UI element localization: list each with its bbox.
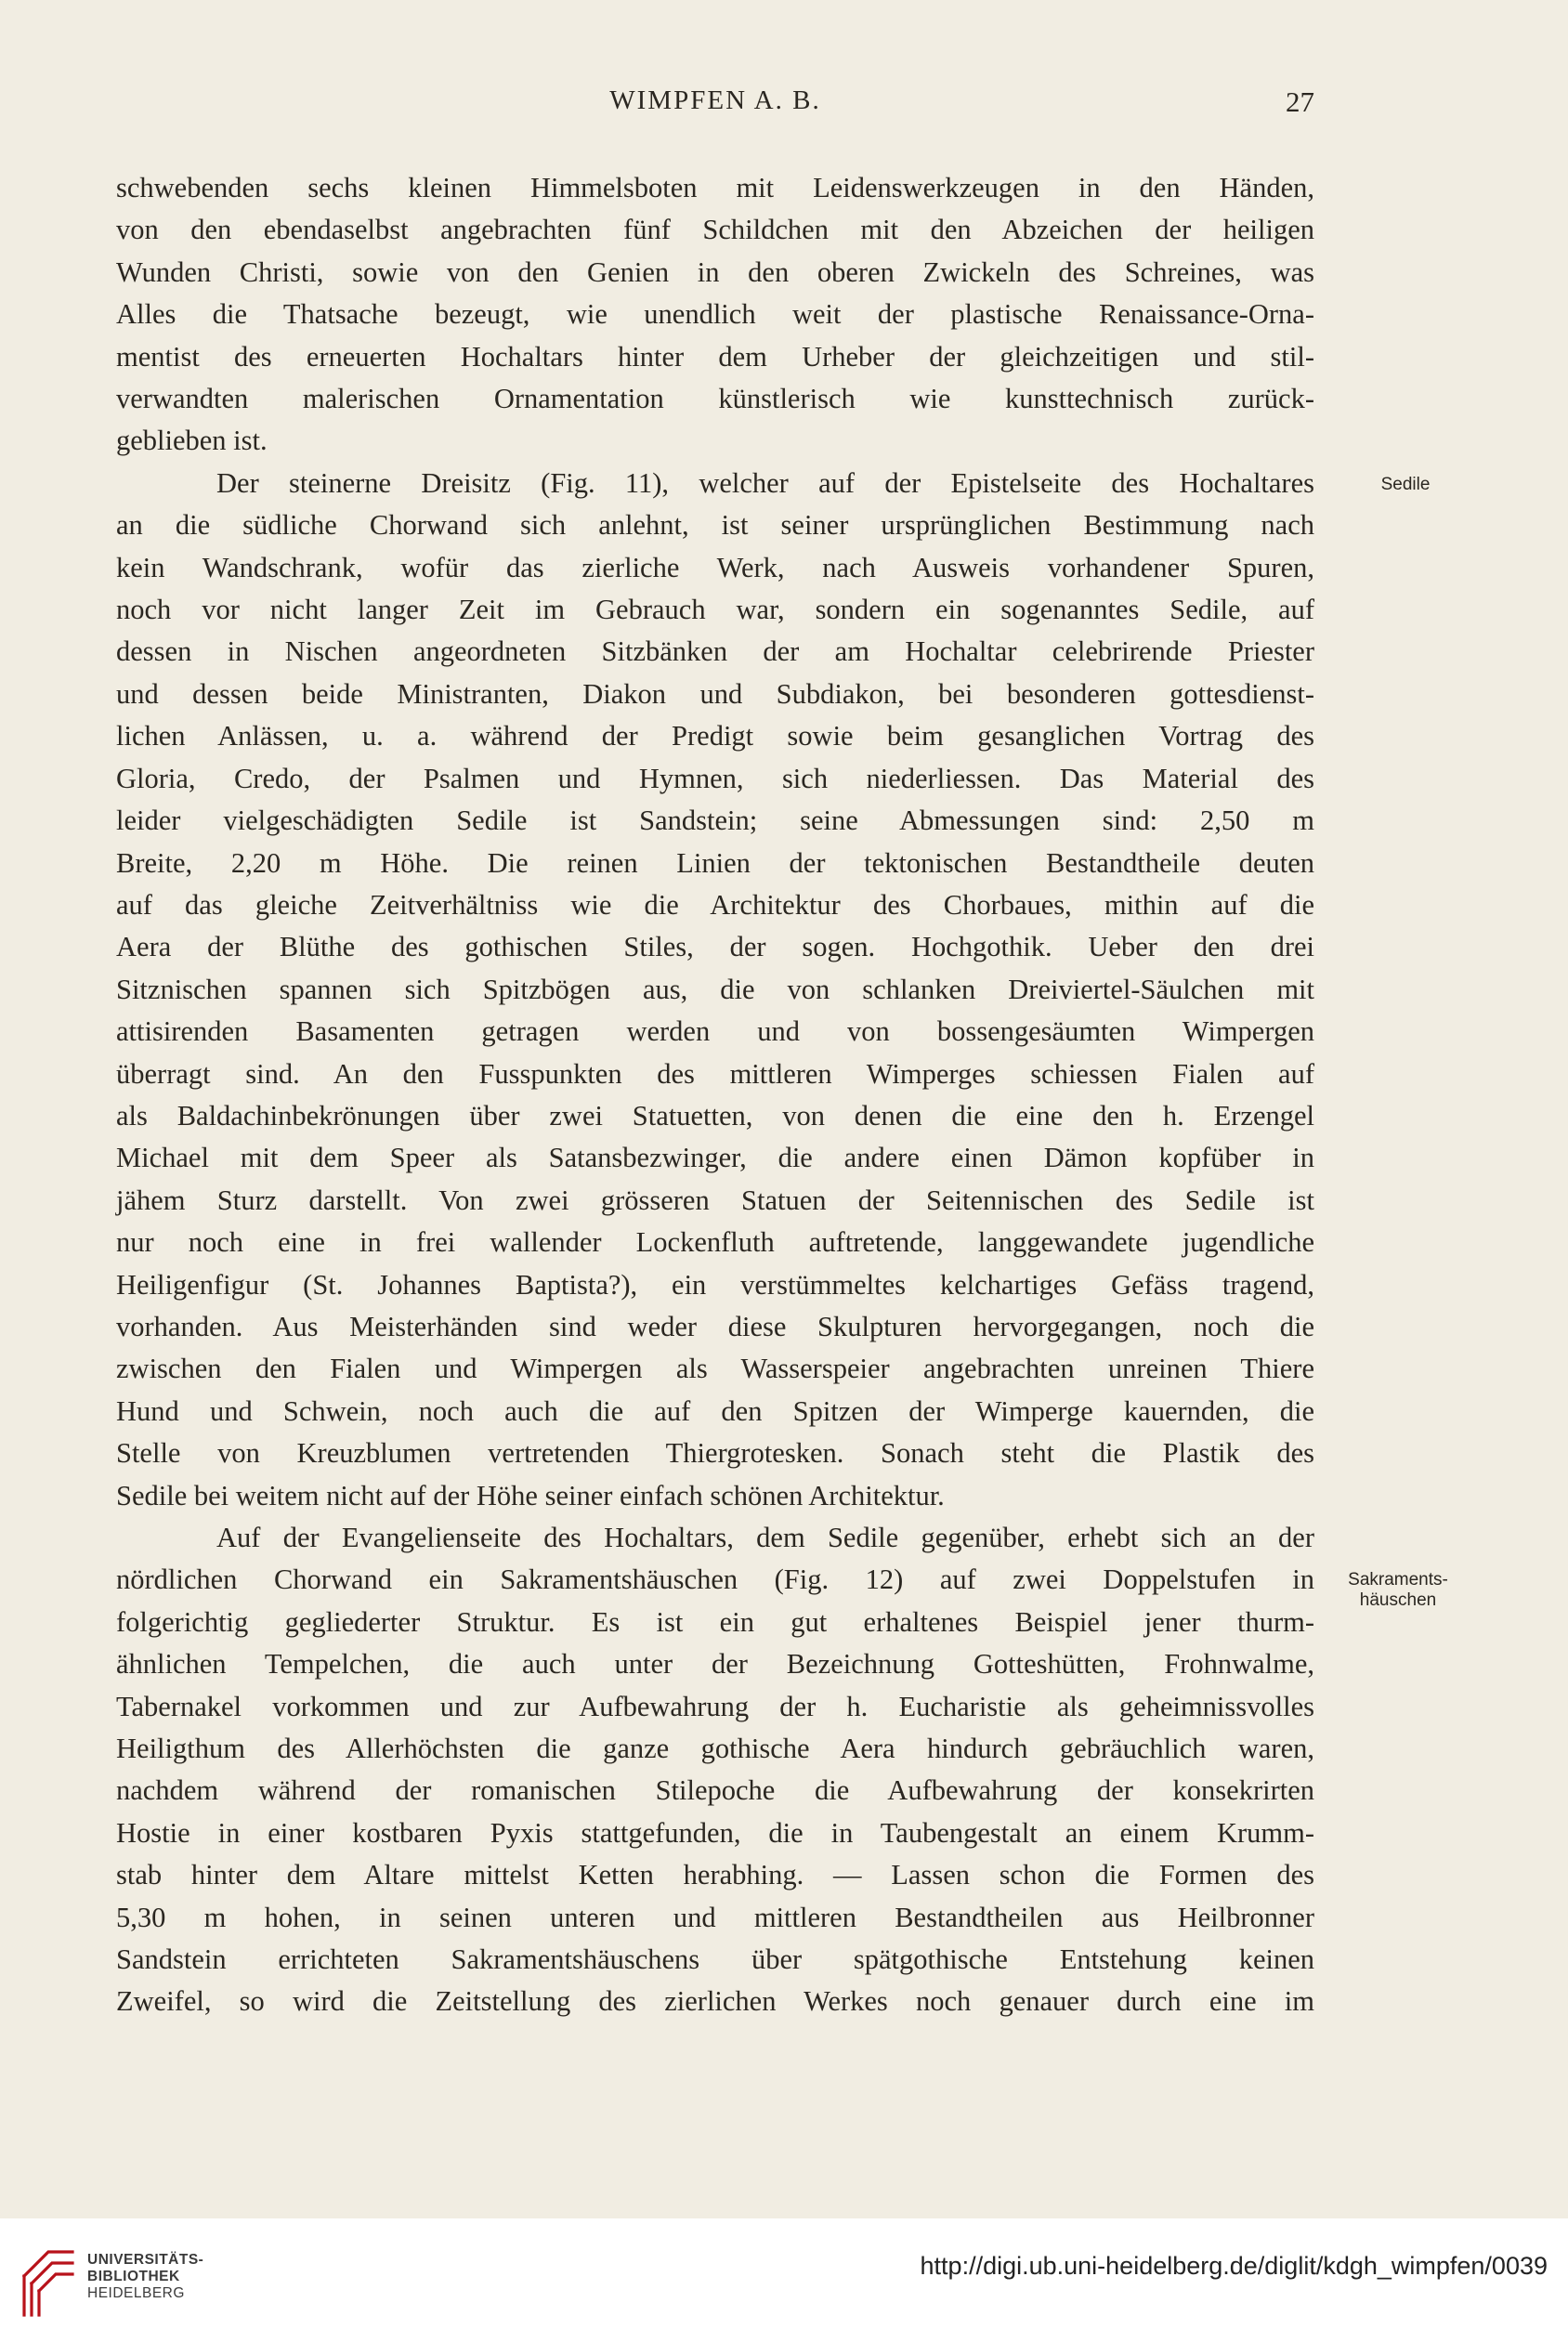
text-line: nur noch eine in frei wallender Lockenfluth auftretende, langgewandete jugendliche: [116, 1226, 1314, 1259]
text-line: kein Wandschrank, wofür das zierliche Werk, nach Ausweis vorhandener Spuren,: [116, 551, 1314, 583]
text-line: dessen in Nischen angeordneten Sitzbänken der am Hochaltar celebrirende Priester: [116, 635, 1314, 668]
text-line: Michael mit dem Speer als Satansbezwinger, die andere einen Dämon kopfüber in: [116, 1142, 1314, 1174]
text-line: Der steinerne Dreisitz (Fig. 11), welcher auf der Epistelseite des Hochaltares: [216, 466, 1314, 499]
text-line: Stelle von Kreuzblumen vertretenden Thiergrotesken. Sonach steht die Plastik des: [116, 1437, 1314, 1470]
text-line: geblieben ist.: [116, 425, 268, 457]
library-name-line: HEIDELBERG: [87, 2285, 185, 2301]
library-footer: [0, 2218, 1568, 2342]
text-line: Zweifel, so wird die Zeitstellung des zierlichen Werkes noch genauer durch eine im: [116, 1985, 1314, 2018]
marginal-note-text: Sakraments-: [1348, 1570, 1448, 1590]
text-line: Wunden Christi, sowie von den Genien in den oberen Zwickeln des Schreines, was: [116, 255, 1314, 288]
marginal-note-text: Sedile: [1380, 475, 1431, 494]
text-line: 5,30 m hohen, in seinen unteren und mittleren Bestandtheilen aus Heilbronner: [116, 1901, 1314, 1933]
text-line: nachdem während der romanischen Stilepoche die Aufbewahrung der konsekrirten: [116, 1774, 1314, 1807]
university-library-logo-icon: [20, 2239, 78, 2317]
marginal-note-sedile: [1354, 475, 1457, 495]
text-line: mentist des erneuerten Hochaltars hinter dem Urheber der gleichzeitigen und stil-: [116, 340, 1314, 373]
body-text: [116, 167, 1314, 2023]
text-line: Breite, 2,20 m Höhe. Die reinen Linien der tektonischen Bestandtheile deuten: [116, 846, 1314, 879]
text-line: überragt sind. An den Fusspunkten des mittleren Wimperges schiessen Fialen auf: [116, 1057, 1314, 1090]
text-line: verwandten malerischen Ornamentation künstlerisch wie kunsttechnisch zurück-: [116, 383, 1314, 415]
text-line: schwebenden sechs kleinen Himmelsboten mit Leidenswerkzeugen in den Händen,: [116, 172, 1314, 203]
text-line: Heiligenfigur (St. Johannes Baptista?), ein verstümmeltes kelchartiges Gefäss tragend,: [116, 1268, 1314, 1301]
library-name-line: UNIVERSITÄTS-: [87, 2252, 204, 2268]
digital-copy-url-link[interactable]: http://digi.ub.uni-heidelberg.de/diglit/kdgh_wimpfen/0039: [920, 2252, 1548, 2280]
text-line: zwischen den Fialen und Wimpergen als Wasserspeier angebrachten unreinen Thiere: [116, 1353, 1314, 1385]
marginal-note-text: häuschen: [1359, 1590, 1437, 1610]
text-line: Gloria, Credo, der Psalmen und Hymnen, sich niederliessen. Das Material des: [116, 762, 1314, 794]
text-line: Hostie in einer kostbaren Pyxis stattgefunden, die in Taubengestalt an einem Krumm-: [116, 1816, 1314, 1849]
text-line: von den ebendaselbst angebrachten fünf Schildchen mit den Abzeichen der heiligen: [116, 214, 1314, 246]
text-line: Aera der Blüthe des gothischen Stiles, der sogen. Hochgothik. Ueber den drei: [116, 931, 1314, 963]
text-line: lichen Anlässen, u. a. während der Predigt sowie beim gesanglichen Vortrag des: [116, 720, 1314, 752]
text-line: Sitznischen spannen sich Spitzbögen aus, die von schlanken Dreiviertel-Säulchen mit: [116, 973, 1314, 1005]
library-name-line: BIBLIOTHEK: [87, 2269, 180, 2284]
text-line: nördlichen Chorwand ein Sakramentshäuschen (Fig. 12) auf zwei Doppelstufen in: [116, 1564, 1314, 1596]
running-title: WIMPFEN A. B.: [609, 85, 821, 115]
library-name: [87, 2252, 203, 2302]
text-line: ähnlichen Tempelchen, die auch unter der Bezeichnung Gotteshütten, Frohnwalme,: [116, 1648, 1314, 1681]
text-line: stab hinter dem Altare mittelst Ketten herabhing. — Lassen schon die Formen des: [116, 1859, 1314, 1891]
text-line: Sedile bei weitem nicht auf der Höhe seiner einfach schönen Architektur.: [116, 1479, 945, 1511]
text-line: attisirenden Basamenten getragen werden und von bossengesäumten Wimpergen: [116, 1015, 1314, 1048]
text-line: an die südliche Chorwand sich anlehnt, ist seiner ursprünglichen Bestimmung nach: [116, 509, 1314, 542]
text-line: als Baldachinbekrönungen über zwei Statuetten, von denen die eine den h. Erzengel: [116, 1099, 1314, 1132]
text-line: Heiligthum des Allerhöchsten die ganze gothische Aera hindurch gebräuchlich waren,: [116, 1733, 1314, 1765]
text-line: Auf der Evangelienseite des Hochaltars, dem Sedile gegenüber, erhebt sich an der: [216, 1522, 1314, 1553]
text-line: noch vor nicht langer Zeit im Gebrauch war, sondern ein sogenanntes Sedile, auf: [116, 594, 1314, 626]
marginal-note-sakramentshaeuschen: [1338, 1570, 1458, 1611]
page-number: 27: [1286, 85, 1314, 118]
text-line: Tabernakel vorkommen und zur Aufbewahrung der h. Eucharistie als geheimnissvolles: [116, 1690, 1314, 1722]
text-line: Alles die Thatsache bezeugt, wie unendlich weit der plastische Renaissance-Orna-: [116, 298, 1314, 331]
text-line: Sandstein errichteten Sakramentshäuschens über spätgothische Entstehung keinen: [116, 1943, 1314, 1976]
text-line: jähem Sturz darstellt. Von zwei grösseren Statuen der Seitennischen des Sedile ist: [116, 1184, 1314, 1216]
text-line: Hund und Schwein, noch auch die auf den Spitzen der Wimperge kauernden, die: [116, 1394, 1314, 1427]
text-line: folgerichtig gegliederter Struktur. Es ist ein gut erhaltenes Beispiel jener thurm-: [116, 1605, 1314, 1638]
text-line: auf das gleiche Zeitverhältniss wie die Architektur des Chorbaues, mithin auf die: [116, 888, 1314, 921]
text-line: leider vielgeschädigten Sedile ist Sandstein; seine Abmessungen sind: 2,50 m: [116, 805, 1314, 837]
text-line: und dessen beide Ministranten, Diakon und Subdiakon, bei besonderen gottesdienst-: [116, 677, 1314, 710]
running-head: [116, 85, 1314, 123]
text-line: vorhanden. Aus Meisterhänden sind weder diese Skulpturen hervorgegangen, noch die: [116, 1310, 1314, 1342]
